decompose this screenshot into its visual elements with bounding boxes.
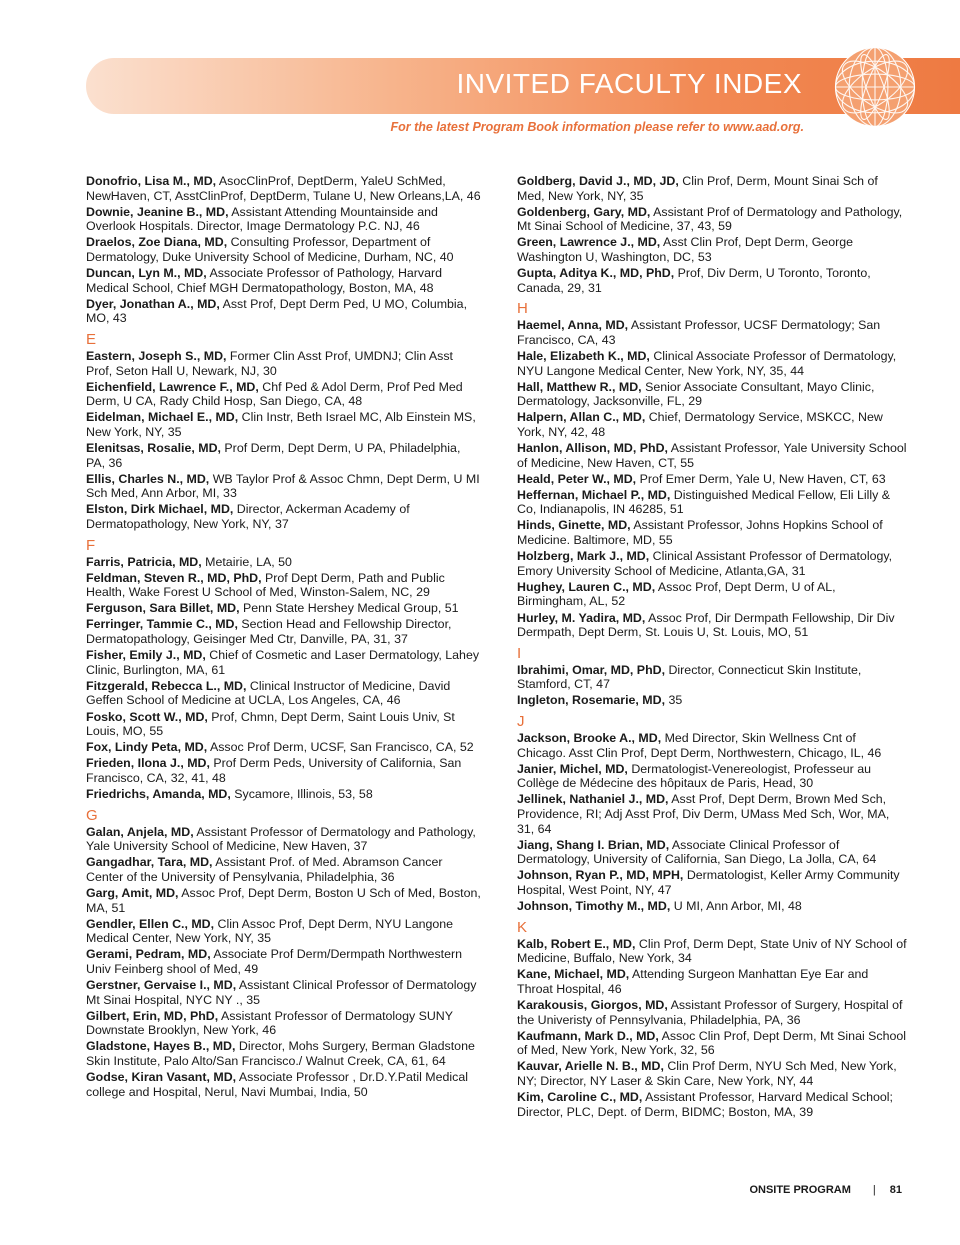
faculty-entry: [517, 937, 907, 966]
faculty-name: Elston, Dirk Michael, MD,: [86, 502, 234, 517]
faculty-name: Gendler, Ellen C., MD,: [86, 916, 215, 931]
faculty-desc: Associate Professor , Dr.D.Y.Patil Medical college and Hospital, Nerul, Navi Mumbai, India, 50: [86, 1070, 468, 1099]
faculty-entry: [86, 710, 481, 739]
faculty-entry: [517, 580, 907, 609]
faculty-entry: [86, 947, 481, 976]
faculty-entry: [86, 978, 481, 1007]
faculty-desc: Assistant Professor, Yale University School of Medicine, New Haven, CT, 55: [517, 441, 907, 470]
faculty-entry: [86, 571, 481, 600]
faculty-entry: [86, 235, 481, 264]
section-letter: J: [517, 713, 525, 730]
faculty-entry: [517, 899, 907, 914]
faculty-desc: U MI, Ann Arbor, MI, 48: [673, 899, 802, 914]
faculty-name: Gerstner, Gervaise I., MD,: [86, 978, 237, 992]
faculty-column-right: [517, 174, 907, 1121]
faculty-desc: Clin Prof Derm, NYU Sch Med, New York, NY; Director, NY Laser & Skin Care, New York, NY, 44: [517, 1059, 897, 1088]
faculty-name: Hughey, Lauren C., MD,: [517, 579, 656, 594]
faculty-desc: Dermatologist-Venereologist, Professeur au Collège de Médecine des hôpitaux de Paris, Head, 30: [517, 761, 872, 791]
faculty-desc: Consulting Professor, Department of Dermatology, Duke University School of Medicine, Durham, NC, 40: [86, 235, 454, 264]
faculty-name: Jackson, Brooke A., MD,: [517, 731, 662, 745]
faculty-desc: Assistant Professor of Dermatology and Pathology, Yale University School of Medicine, New Haven, 37: [86, 824, 476, 854]
faculty-name: Ellis, Charles N., MD,: [86, 471, 210, 486]
faculty-name: Ferringer, Tammie C., MD,: [86, 617, 238, 632]
faculty-name: Elenitsas, Rosalie, MD,: [86, 441, 221, 455]
faculty-name: Heffernan, Michael P., MD,: [517, 487, 671, 502]
faculty-entry: [86, 555, 481, 570]
faculty-desc: Assistant Professor of Dermatology SUNY Downstate Brooklyn, New York, 46: [86, 1008, 453, 1038]
faculty-desc: 35: [668, 693, 683, 708]
faculty-entry: [517, 838, 907, 867]
faculty-entry: [86, 917, 481, 946]
faculty-entry: [517, 518, 907, 547]
section-letter: I: [517, 644, 522, 662]
faculty-desc: Assistant Professor, Harvard Medical School; Director, PLC, Dept. of Derm, BIDMC; Boston, MA, 39: [517, 1090, 893, 1119]
faculty-name: Farris, Patricia, MD,: [86, 554, 202, 569]
faculty-name: Fox, Lindy Peta, MD,: [86, 740, 208, 755]
faculty-entry: [86, 174, 481, 203]
globe-logo-icon: [832, 44, 918, 130]
faculty-name: Hurley, M. Yadira, MD,: [517, 610, 646, 625]
faculty-entry: [517, 488, 907, 517]
faculty-desc: Clin Prof, Derm Dept, State Univ of NY School of Medicine, Buffalo, New York, 34: [517, 936, 907, 966]
faculty-name: Feldman, Steven R., MD, PhD,: [86, 570, 262, 585]
faculty-name: Frieden, Ilona J., MD,: [86, 756, 210, 771]
faculty-desc: Assoc Prof, Dir Dermpath Fellowship, Dir Div Dermpath, Dept Derm, St. Louis U, St. Louis, MO, 51: [517, 610, 895, 640]
section-i: [517, 645, 907, 708]
faculty-desc: Chf Ped & Adol Derm, Prof Ped Med Derm, U CA, Rady Child Hosp, San Diego, CA, 48: [86, 379, 463, 409]
faculty-name: Holzberg, Mark J., MD,: [517, 549, 650, 564]
faculty-name: Garg, Amit, MD,: [86, 885, 179, 900]
faculty-name: Heald, Peter W., MD,: [517, 471, 637, 486]
faculty-entry: [517, 380, 907, 409]
faculty-entry: [86, 1039, 481, 1068]
faculty-desc: Asst Prof, Dept Derm Ped, U MO, Columbia, MO, 43: [86, 296, 468, 326]
faculty-desc: Asst Clin Prof, Dept Derm, George Washington U, Washington, DC, 53: [517, 235, 854, 264]
faculty-desc: Prof Derm Peds, University of California, San Francisco, CA, 32, 41, 48: [86, 756, 462, 785]
faculty-desc: Prof Emer Derm, Yale U, New Haven, CT, 63: [639, 471, 886, 486]
faculty-desc: Clinical Associate Professor of Dermatology, NYU Langone Medical Center, New York, NY, 35, 44: [517, 348, 897, 378]
faculty-entry: [86, 472, 481, 501]
faculty-desc: Assistant Prof. of Med. Abramson Cancer Center of the University of Pensylvania, Philadelphia, 36: [86, 855, 443, 884]
faculty-name: Fitzgerald, Rebecca L., MD,: [86, 678, 247, 693]
faculty-entry: [517, 967, 907, 996]
faculty-desc: Assoc Clin Prof, Dept Derm, Mt Sinai School of Med, New York, New York, 32, 56: [517, 1028, 907, 1058]
faculty-entry: [517, 410, 907, 439]
faculty-entry: [517, 266, 907, 295]
faculty-desc: Assoc Prof, Dept Derm, U of AL, Birmingham, AL, 52: [517, 579, 836, 609]
faculty-name: Karakousis, Giorgos, MD,: [517, 998, 668, 1012]
faculty-desc: Assistant Professor of Surgery, Hospital of the Univeristy of Pennsylvania, Philadelphia, PA, 36: [517, 998, 903, 1027]
faculty-entry: [86, 1070, 481, 1099]
faculty-entry: [517, 731, 907, 760]
faculty-entry: [86, 855, 481, 884]
page-number: 81: [889, 1184, 902, 1196]
faculty-entry: [517, 663, 907, 692]
faculty-entry: [517, 441, 907, 470]
faculty-entry: [86, 266, 481, 295]
faculty-entry: [517, 549, 907, 578]
section-letter: G: [86, 806, 98, 824]
faculty-entry: [86, 787, 481, 802]
faculty-name: Gladstone, Hayes B., MD,: [86, 1039, 236, 1054]
faculty-desc: WB Taylor Prof & Assoc Chmn, Dept Derm, U MI Sch Med, Ann Arbor, MI, 33: [86, 471, 480, 501]
section-e: [86, 331, 481, 532]
section-f: [86, 537, 481, 802]
faculty-name: Ferguson, Sara Billet, MD,: [86, 601, 240, 616]
section-letter: F: [86, 536, 96, 554]
faculty-desc: AsocClinProf, DeptDerm, YaleU SchMed, NewHaven, CT, AsstClinProf, DeptDerm, Tulane U, New Orleans,LA, 46: [86, 174, 481, 203]
faculty-name: Dyer, Jonathan A., MD,: [86, 296, 220, 311]
faculty-desc: Clinical Assistant Professor of Dermatology, Emory University School of Medicine, Atlanta,GA, 31: [517, 549, 893, 578]
faculty-name: Goldenberg, Gary, MD,: [517, 204, 651, 219]
faculty-name: Hanlon, Allison, MD, PhD,: [517, 441, 668, 455]
faculty-name: Green, Lawrence J., MD,: [517, 235, 661, 250]
faculty-desc: Section Head and Fellowship Director, Dermatopathology, Geisinger Med Ctr, Danville, PA, 31, 37: [86, 617, 452, 647]
faculty-entry: [86, 380, 481, 409]
faculty-entry: [86, 441, 481, 470]
faculty-name: Fisher, Emily J., MD,: [86, 648, 206, 663]
section-letter: H: [517, 300, 528, 318]
faculty-entry: [517, 693, 907, 708]
faculty-desc: Assistant Prof of Dermatology and Pathology, Mt Sinai School of Medicine, 37, 43, 59: [517, 204, 903, 234]
faculty-entry: [86, 617, 481, 646]
faculty-name: Galan, Anjela, MD,: [86, 824, 194, 839]
faculty-name: Halpern, Allan C., MD,: [517, 410, 646, 425]
section-letter: K: [517, 918, 528, 936]
faculty-desc: Clin Assoc Prof, Dept Derm, NYU Langone Medical Center, New York, NY, 35: [86, 916, 454, 946]
faculty-desc: Metairie, LA, 50: [205, 554, 292, 569]
faculty-name: Kauvar, Arielle N. B., MD,: [517, 1059, 664, 1074]
faculty-entry: [517, 1090, 907, 1119]
faculty-entry: [517, 1059, 907, 1088]
faculty-entry: [86, 756, 481, 785]
faculty-entry: [86, 601, 481, 616]
faculty-desc: Prof Dept Derm, Path and Public Health, Wake Forest U School of Med, Winston-Salem, NC, 29: [86, 570, 445, 600]
faculty-desc: Clinical Instructor of Medicine, David Geffen School of Medicine at UCLA, Los Angeles, CA, 46: [86, 678, 451, 708]
faculty-name: Eichenfield, Lawrence F., MD,: [86, 379, 259, 394]
faculty-name: Kaufmann, Mark D., MD,: [517, 1028, 659, 1043]
faculty-name: Hale, Elizabeth K., MD,: [517, 348, 650, 363]
faculty-entry: [517, 472, 907, 487]
footer-separator: |: [872, 1184, 876, 1196]
faculty-desc: Prof, Chmn, Dept Derm, Saint Louis Univ, St Louis, MO, 55: [86, 709, 455, 739]
program-book-notice: For the latest Program Book information please refer to www.aad.org.: [390, 120, 804, 134]
faculty-name: Goldberg, David J., MD, JD,: [517, 174, 679, 188]
faculty-desc: Senior Associate Consultant, Mayo Clinic, Dermatology, Jacksonville, FL, 29: [517, 379, 875, 409]
faculty-desc: Prof Derm, Dept Derm, U PA, Philadelphia, PA, 36: [86, 441, 461, 470]
faculty-name: Ibrahimi, Omar, MD, PhD,: [517, 662, 666, 677]
faculty-name: Gupta, Aditya K., MD, PhD,: [517, 266, 675, 281]
faculty-name: Eastern, Joseph S., MD,: [86, 348, 227, 363]
faculty-entry: [86, 740, 481, 755]
faculty-desc: Associate Prof Derm/Dermpath Northwestern Univ Feinberg shool of Med, 49: [86, 947, 462, 976]
faculty-name: Gilbert, Erin, MD, PhD,: [86, 1008, 219, 1023]
faculty-desc: Associate Clinical Professor of Dermatology, University of California, San Diego, La Jolla, CA, 64: [517, 837, 877, 867]
faculty-name: Duncan, Lyn M., MD,: [86, 266, 207, 281]
faculty-desc: Distinguished Medical Fellow, Eli Lilly & Co, Indianapolis, IN 46285, 51: [517, 487, 891, 517]
faculty-entry: [86, 648, 481, 677]
faculty-entry: [86, 1009, 481, 1038]
faculty-name: Ingleton, Rosemarie, MD,: [517, 693, 666, 708]
faculty-desc: Prof, Div Derm, U Toronto, Toronto, Canada, 29, 31: [517, 266, 871, 295]
faculty-name: Fosko, Scott W., MD,: [86, 709, 208, 724]
faculty-name: Kalb, Robert E., MD,: [517, 936, 636, 951]
faculty-desc: Med Director, Skin Wellness Cnt of Chicago. Asst Clin Prof, Dept Derm, Northwestern, Chicago, IL, 46: [517, 731, 882, 760]
section-g: [86, 807, 481, 1100]
faculty-entry: [517, 762, 907, 791]
faculty-desc: Assistant Clinical Professor of Dermatology Mt Sinai Hospital, NYC NY ., 35: [86, 978, 477, 1007]
faculty-name: Kim, Caroline C., MD,: [517, 1090, 643, 1105]
faculty-entry: [517, 868, 907, 897]
faculty-name: Eidelman, Michael E., MD,: [86, 410, 239, 425]
faculty-desc: Sycamore, Illinois, 53, 58: [234, 786, 373, 801]
faculty-name: Hinds, Ginette, MD,: [517, 518, 631, 533]
faculty-entry: [517, 998, 907, 1027]
faculty-name: Jiang, Shang I. Brian, MD,: [517, 837, 670, 852]
faculty-desc: Chief, Dermatology Service, MSKCC, New York, NY, 42, 48: [517, 410, 883, 439]
faculty-desc: Associate Professor of Pathology, Harvard Medical School, Chief MGH Dermatopathology, Boston, MA, 48: [86, 266, 443, 295]
faculty-desc: Clin Prof, Derm, Mount Sinai Sch of Med, New York, NY, 35: [517, 174, 878, 203]
faculty-desc: Director, Connecticut Skin Institute, Stamford, CT, 47: [517, 662, 862, 692]
section-j: [517, 713, 907, 914]
faculty-column-left: [86, 174, 481, 1101]
faculty-name: Hall, Matthew R., MD,: [517, 379, 642, 394]
faculty-entry: [517, 349, 907, 378]
faculty-name: Janier, Michel, MD,: [517, 761, 628, 776]
faculty-entry: [517, 235, 907, 264]
faculty-desc: Clin Instr, Beth Israel MC, Alb Einstein MS, New York, NY, 35: [86, 410, 476, 439]
faculty-entry: [517, 1029, 907, 1058]
section-g-continued: [517, 174, 907, 295]
faculty-desc: Assistant Professor, UCSF Dermatology; San Francisco, CA, 43: [517, 318, 881, 347]
faculty-entry: [517, 792, 907, 836]
faculty-desc: Director, Ackerman Academy of Dermatopathology, New York, NY, 37: [86, 502, 410, 531]
faculty-name: Haemel, Anna, MD,: [517, 318, 629, 333]
faculty-entry: [86, 502, 481, 531]
faculty-name: Kane, Michael, MD,: [517, 967, 630, 982]
faculty-entry: [517, 611, 907, 640]
header-banner: [86, 58, 960, 114]
faculty-entry: [517, 174, 907, 203]
faculty-name: Draelos, Zoe Diana, MD,: [86, 235, 228, 250]
faculty-desc: Assistant Professor, Johns Hopkins School of Medicine. Baltimore, MD, 55: [517, 518, 883, 548]
faculty-entry: [517, 318, 907, 347]
faculty-desc: Chief of Cosmetic and Laser Dermatology, Lahey Clinic, Burlington, MA, 61: [86, 648, 480, 677]
faculty-desc: Asst Prof, Dept Derm, Brown Med Sch, Providence, RI; Adj Asst Prof, Div Derm, UMass Med Sch, Wor, MA, 31, 64: [517, 792, 890, 836]
faculty-desc: Assoc Prof, Dept Derm, Boston U Sch of Med, Boston, MA, 51: [86, 885, 481, 915]
faculty-entry: [86, 297, 481, 326]
faculty-desc: Attending Surgeon Manhattan Eye Ear and Throat Hospital, 46: [517, 967, 869, 996]
section-k: [517, 919, 907, 1120]
faculty-desc: Assistant Attending Mountainside and Overlook Hospitals. Director, Image Dermatology P.C. NJ, 46: [86, 204, 438, 234]
faculty-name: Godse, Kiran Vasant, MD,: [86, 1070, 237, 1085]
faculty-entry: [86, 825, 481, 854]
faculty-entry: [86, 886, 481, 915]
footer-label: ONSITE PROGRAM: [749, 1184, 851, 1196]
section-letter: E: [86, 330, 97, 348]
faculty-entry: [86, 679, 481, 708]
faculty-desc: Dermatologist, Keller Army Community Hospital, West Point, NY, 47: [517, 868, 900, 897]
faculty-name: Friedrichs, Amanda, MD,: [86, 786, 231, 801]
section-d: [86, 174, 481, 326]
faculty-desc: Penn State Hershey Medical Group, 51: [243, 601, 459, 616]
page-title: INVITED FACULTY INDEX: [456, 68, 802, 99]
faculty-name: Gerami, Pedram, MD,: [86, 947, 211, 962]
faculty-name: Donofrio, Lisa M., MD,: [86, 174, 217, 188]
faculty-entry: [86, 410, 481, 439]
faculty-name: Downie, Jeanine B., MD,: [86, 204, 229, 219]
faculty-entry: [517, 205, 907, 234]
faculty-desc: Assoc Prof Derm, UCSF, San Francisco, CA, 52: [209, 740, 474, 755]
faculty-name: Johnson, Timothy M., MD,: [517, 899, 671, 914]
faculty-desc: Former Clin Asst Prof, UMDNJ; Clin Asst Prof, Seton Hall U, Newark, NJ, 30: [86, 348, 453, 378]
page-footer: [749, 1184, 902, 1196]
faculty-entry: [86, 205, 481, 234]
faculty-entry: [86, 349, 481, 378]
faculty-name: Gangadhar, Tara, MD,: [86, 855, 213, 870]
section-h: [517, 300, 907, 639]
faculty-name: Johnson, Ryan P., MD, MPH,: [517, 868, 684, 883]
faculty-name: Jellinek, Nathaniel J., MD,: [517, 792, 669, 807]
faculty-desc: Director, Mohs Surgery, Berman Gladstone Skin Institute, Palo Alto/San Francisco./ Walnut Creek, CA, 61, 64: [86, 1039, 475, 1068]
